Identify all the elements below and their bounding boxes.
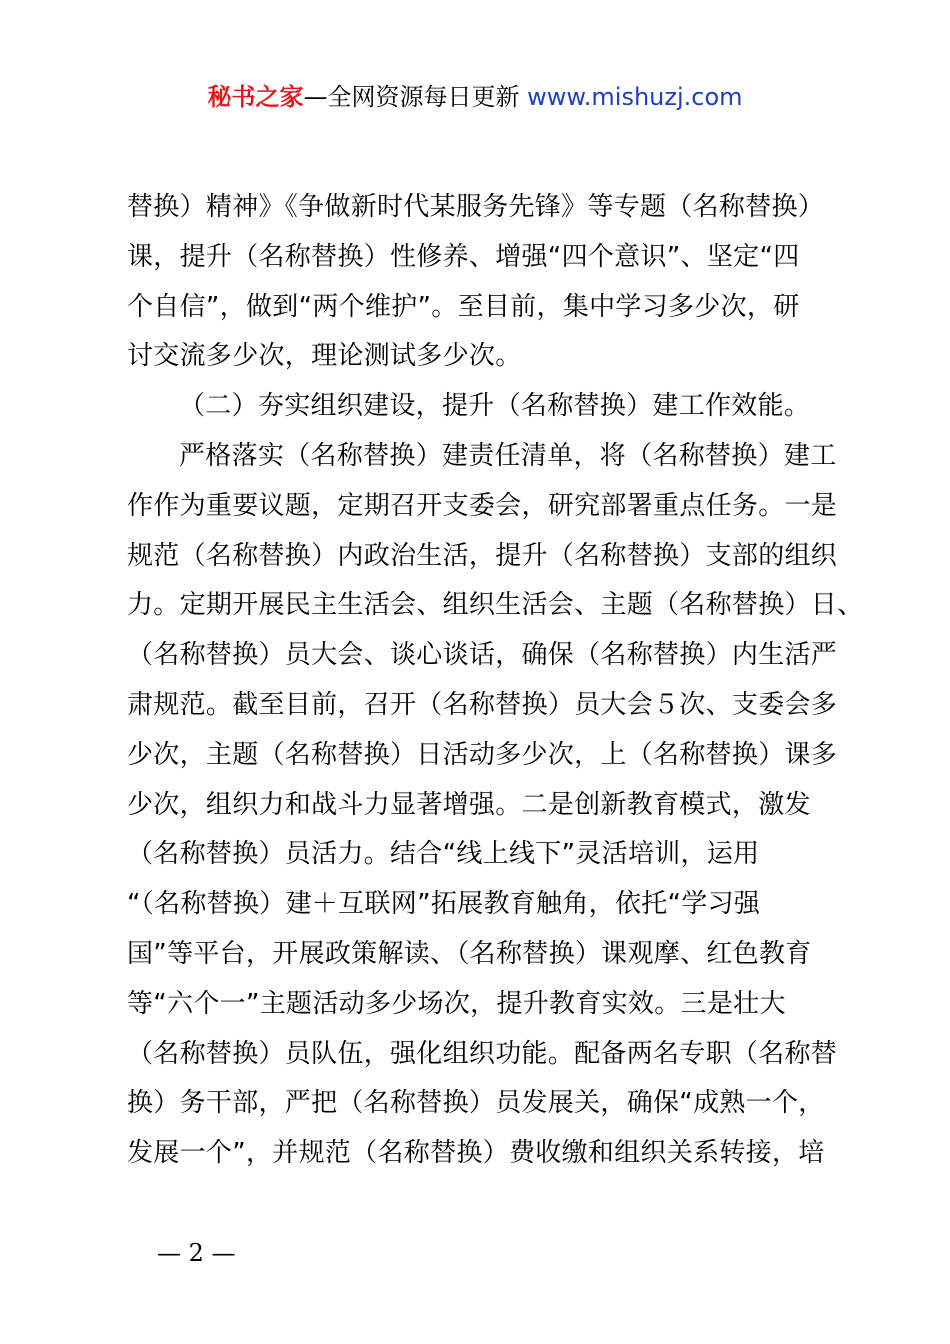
text-line: 规范（名称替换）内政治生活，提升（名称替换）支部的组织	[127, 540, 838, 571]
text-line: 个自信”，做到“两个维护”。至目前，集中学习多少次，研	[127, 291, 800, 322]
text-line: 作作为重要议题，定期召开支委会，研究部署重点任务。一是	[127, 490, 838, 521]
brand-name: 秘书之家	[207, 83, 304, 111]
page-number: — 2 —	[157, 1239, 236, 1267]
text-line: 肃规范。截至目前，召开（名称替换）员大会５次、支委会多	[127, 689, 838, 720]
text-line: 等“六个一”主题活动多少场次，提升教育实效。三是壮大	[127, 988, 786, 1019]
body-text	[127, 183, 864, 1179]
text-line: “（名称替换）建＋互联网”拓展教育触角，依托“学习强	[127, 889, 761, 920]
text-line: 国”等平台，开展政策解读、（名称替换）课观摩、红色教育	[127, 938, 812, 969]
text-line: 力。定期开展民主生活会、组织生活会、主题（名称替换）日、	[127, 590, 864, 621]
text-line: 换）务干部，严把（名称替换）员发展关，确保“成熟一个，	[127, 1088, 825, 1119]
page-header	[0, 80, 950, 114]
text-line: 少次，组织力和战斗力显著增强。二是创新教育模式，激发	[127, 789, 811, 820]
text-line: 少次，主题（名称替换）日活动多少次，上（名称替换）课多	[127, 739, 838, 770]
header-tagline: —全网资源每日更新	[303, 83, 528, 111]
text-line: （名称替换）员活力。结合“线上线下”灵活培训，运用	[127, 839, 760, 870]
text-line: 发展一个”，并规范（名称替换）费收缴和组织关系转接，培	[127, 1138, 825, 1169]
text-line: 严格落实（名称替换）建责任清单，将（名称替换）建工	[179, 440, 837, 471]
text-line: （名称替换）员队伍，强化组织功能。配备两名专职（名称替	[127, 1038, 838, 1069]
section-heading: （二）夯实组织建设，提升（名称替换）建工作效能。	[179, 391, 811, 422]
site-url-link[interactable]: www.mishuzj.com	[527, 83, 743, 111]
text-line: （名称替换）员大会、谈心谈话，确保（名称替换）内生活严	[127, 640, 838, 671]
text-line: 替换）精神》《争做新时代某服务先锋》等专题（名称替换）	[127, 192, 825, 222]
text-line: 讨交流多少次，理论测试多少次。	[127, 341, 522, 372]
text-line: 课，提升（名称替换）性修养、增强“四个意识”、坚定“四	[127, 241, 800, 272]
